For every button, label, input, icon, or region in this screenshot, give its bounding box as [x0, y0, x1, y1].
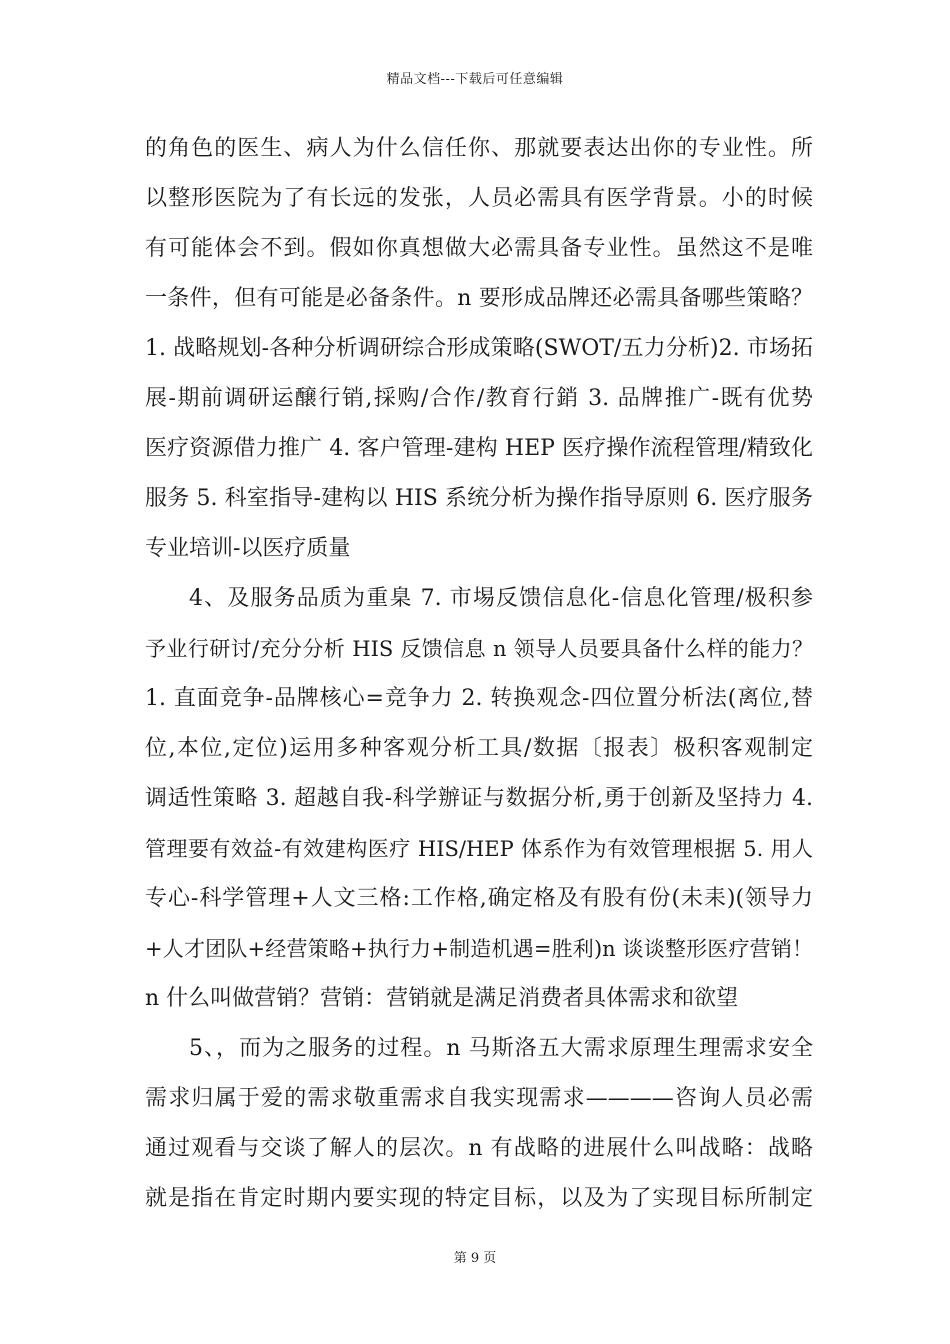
text-line: 调适性策略 3. 超越自我-科学辦证与数据分析,勇于创新及坚持力 4.	[145, 786, 813, 811]
text-line: 专业培训-以医疗质量	[145, 536, 351, 561]
text-line: +人才团队+经营策略+执行力+制造机遇=胜利)n 谈谈整形医疗营销！	[145, 937, 813, 961]
page-header: 精品文档---下载后可任意编辑	[386, 72, 564, 87]
text-line: 需求归属于爱的需求敬重需求自我实现需求————咨询人员必需	[145, 1086, 813, 1111]
text-line: 以整形医院为了有长远的发张，人员必需具有医学背景。小的时候	[145, 186, 813, 211]
text-line: 医疗资源借力推广 4. 客户管理-建构 HEP 医疗操作流程管理/精致化	[145, 436, 813, 461]
page-number: 第 9 页	[453, 1251, 497, 1266]
text-line: 通过观看与交谈了解人的层次。n 有战略的进展什么叫战略：战略	[145, 1136, 813, 1161]
text-line: 专心-科学管理+人文三格:工作格,确定格及有股有份(未耒)(领导力	[145, 886, 813, 911]
text-line: n 什么叫做营销？营销：营销就是满足消费者具体需求和欲望	[145, 986, 739, 1011]
text-line: 4、及服务品质为重臬 7. 市埸反馈信息化-信息化管理/极积参	[189, 586, 813, 611]
text-line: 的角色的医生、病人为什么信任你、那就要表达出你的专业性。所	[145, 136, 813, 161]
text-line: 就是指在肯定时期内要实现的特定目标，以及为了实现目标所制定	[145, 1186, 813, 1211]
text-line: 1. 直面竞争-品牌核心=竞争力 2. 转换观念-四位置分析法(离位,替	[145, 686, 813, 711]
text-line: 有可能体会不到。假如你真想做大必需具备专业性。虽然这不是唯	[145, 236, 813, 261]
text-line: 予业行研讨/充分分析 HIS 反馈信息 n 领导人员要具备什么样的能力？	[145, 637, 813, 661]
text-line: 服务 5. 科室指导-建构以 HIS 系统分析为操作指导原则 6. 医疗服务	[145, 486, 813, 511]
text-line: 一条件，但有可能是必备条件。n 要形成品牌还必需具备哪些策略？	[145, 286, 813, 311]
text-line: 1. 战略规划-各种分析调研综合形成策略(SWOT/五力分析)2. 市场拓	[145, 336, 813, 361]
text-line: 管理要有效益-有效建构医疗 HIS/HEP 体系作为有效管理根据 5. 用人	[145, 837, 813, 861]
document-body	[145, 124, 813, 1224]
text-line: 位,本位,定位)运用多种客观分析工具/数据〔报表〕极积客观制定	[145, 736, 813, 761]
text-line: 5、，而为之服务的过程。n 马斯洛五大需求原理生理需求安全	[189, 1036, 813, 1061]
text-line: 展-期前调研运醸行销,採购/合作/教育行銷 3. 品牌推广-既有优势	[145, 386, 813, 411]
